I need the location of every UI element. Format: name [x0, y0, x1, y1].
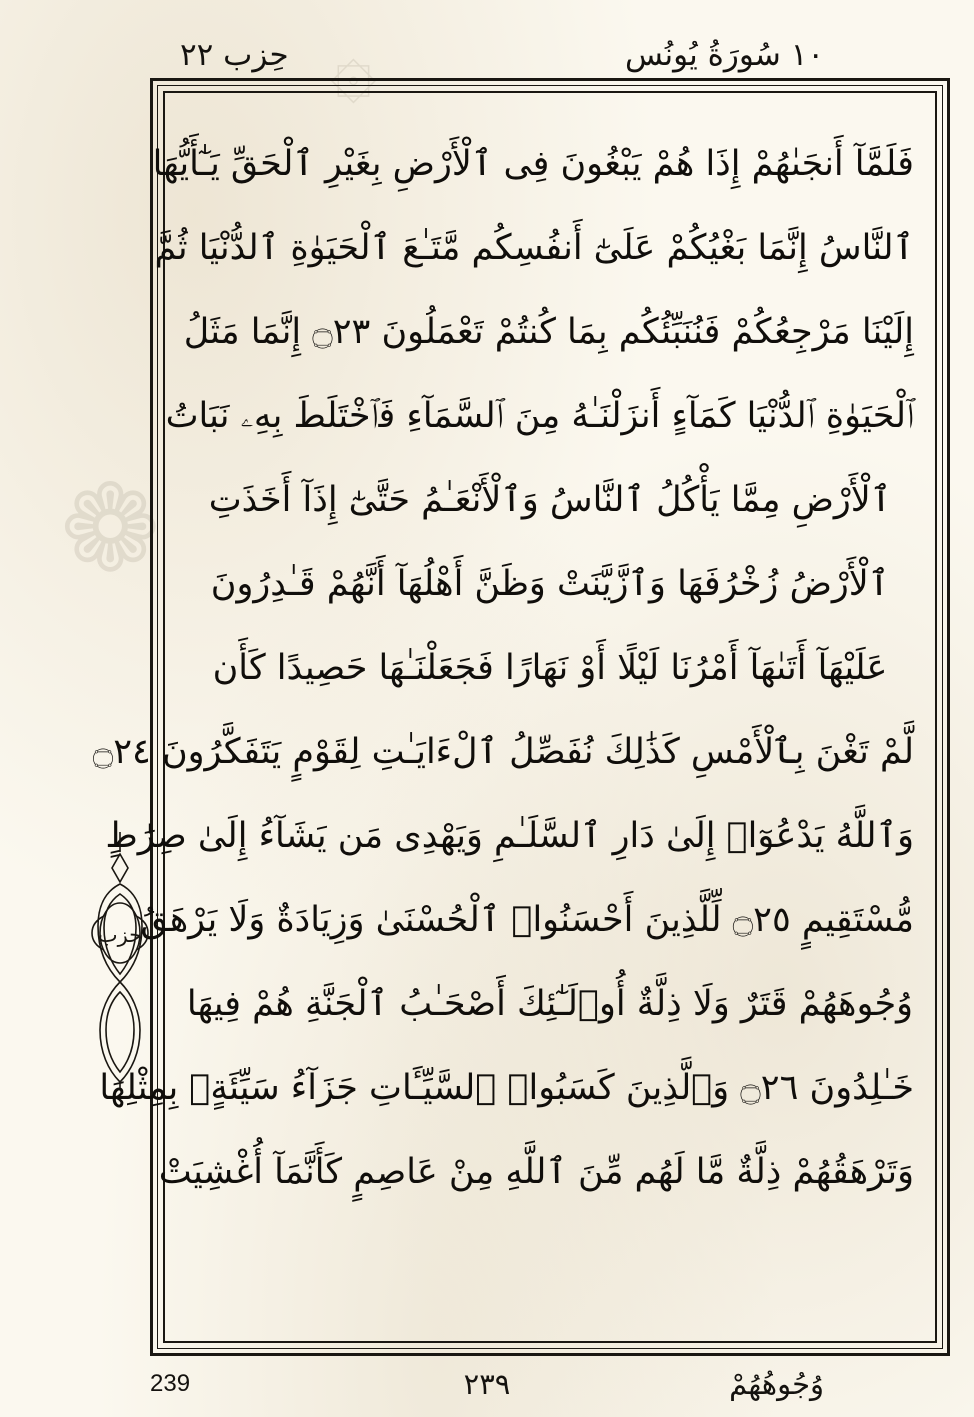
ayah-line: ٱلْأَرْضِ مِمَّا يَأْكُلُ ٱلنَّاسُ وَٱلْأَنْعَـٰمُ حَتَّىٰٓ إِذَآ أَخَذَتِ — [208, 480, 892, 520]
catchword: وُجُوهُهُمْ — [729, 1367, 824, 1401]
hizb-medallion-icon — [78, 830, 162, 1090]
background-watermark: ۞ — [330, 20, 377, 113]
hizb-medallion-label: حزب — [97, 923, 143, 947]
ayah-line: مُّسْتَقِيمٍ ۝٢٥ لِّلَّذِينَ أَحْسَنُوا۟ ٱلْحُسْنَىٰ وَزِيَادَةٌ وَلَا يَرْهَقُ — [140, 900, 914, 940]
ayah-line: خَـٰلِدُونَ ۝٢٦ وَٱلَّذِينَ كَسَبُوا۟ ٱلسَّيِّـَٔاتِ جَزَآءُ سَيِّئَةٍۭ بِمِثْلِهَا — [99, 1068, 914, 1108]
ayah-line: ٱلْأَرْضُ زُخْرُفَهَا وَٱزَّيَّنَتْ وَظَنَّ أَهْلُهَآ أَنَّهُمْ قَـٰدِرُونَ — [210, 564, 890, 604]
surah-label: ١٠ سُورَةُ يُونُس — [624, 37, 824, 73]
hizb-label: حِزب ٢٢ — [180, 37, 289, 73]
ayah-line: وُجُوهَهُمْ قَتَرٌ وَلَا ذِلَّةٌ أُو۟لَـٰٓئِكَ أَصْحَـٰبُ ٱلْجَنَّةِ هُمْ فِيهَا — [186, 984, 914, 1024]
ayah-line: ٱلنَّاسُ إِنَّمَا بَغْيُكُمْ عَلَىٰٓ أَنفُسِكُم مَّتَـٰعَ ٱلْحَيَوٰةِ ٱلدُّنْيَا ثُمَّ — [154, 228, 914, 268]
page-footer — [0, 1356, 974, 1412]
ayah-line: ٱلْحَيَوٰةِ ٱلدُّنْيَا كَمَآءٍ أَنزَلْنَـٰهُ مِنَ ٱلسَّمَآءِ فَٱخْتَلَطَ بِهِۦ نَبَاتُ — [165, 396, 914, 436]
ayah-line: إِلَيْنَا مَرْجِعُكُمْ فَنُنَبِّئُكُم بِمَا كُنتُمْ تَعْمَلُونَ ۝٢٣ إِنَّمَا مَثَلُ — [183, 312, 914, 352]
ayah-line: عَلَيْهَآ أَتَىٰهَآ أَمْرُنَا لَيْلًا أَوْ نَهَارًا فَجَعَلْنَـٰهَا حَصِيدًا كَأَن — [212, 648, 888, 688]
page-header — [0, 24, 974, 86]
ayah-line: وَٱللَّهُ يَدْعُوٓا۟ إِلَىٰ دَارِ ٱلسَّلَـٰمِ وَيَهْدِى مَن يَشَآءُ إِلَىٰ صِرَٰطٍ — [105, 816, 914, 856]
background-watermark: ❁ — [60, 460, 161, 599]
ayah-line: لَّمْ تَغْنَ بِٱلْأَمْسِ كَذَٰلِكَ نُفَصِّلُ ٱلْءَايَـٰتِ لِقَوْمٍ يَتَفَكَّرُونَ ۝٢٤ — [92, 732, 914, 772]
page-number-latin: 239 — [150, 1370, 191, 1397]
ayah-line: فَلَمَّآ أَنجَىٰهُمْ إِذَا هُمْ يَبْغُونَ فِى ٱلْأَرْضِ بِغَيْرِ ٱلْحَقِّ يَـٰٓأَيُّهَا — [152, 144, 914, 184]
ayah-line: وَتَرْهَقُهُمْ ذِلَّةٌ مَّا لَهُم مِّنَ ٱللَّهِ مِنْ عَاصِمٍ كَأَنَّمَآ أُغْشِيَتْ — [158, 1152, 914, 1192]
page-number-arabic: ٢٣٩ — [463, 1367, 511, 1401]
